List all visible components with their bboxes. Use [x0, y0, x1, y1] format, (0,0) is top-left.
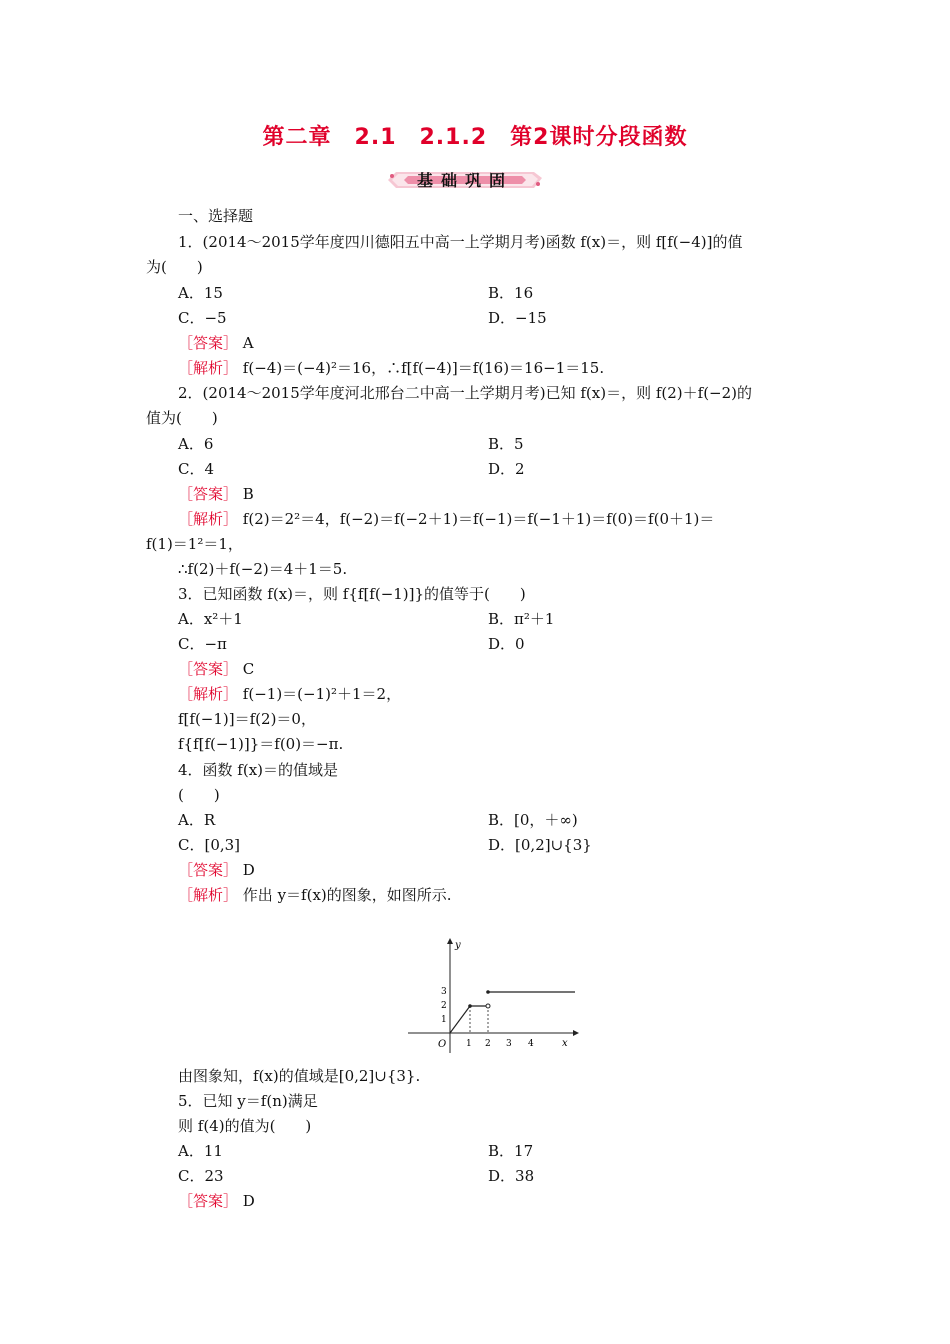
piecewise-graph: [405, 938, 580, 1056]
q2-analysis: [178, 509, 714, 529]
q3-analysis-line3: f{f[f(−1)]}＝f(0)＝−π.: [178, 735, 344, 753]
analysis-text: f(2)＝2²＝4，f(−2)＝f(−2＋1)＝f(−1)＝f(−1＋1)＝f(0)＝f(0＋1)＝: [242, 510, 715, 528]
q3-option-a: A．x²＋1: [178, 610, 243, 628]
q5-answer: [178, 1191, 255, 1211]
banner-text: 基础巩固: [416, 171, 513, 190]
x-axis-arrow: [573, 1030, 579, 1036]
answer-label: ［答案］: [178, 660, 239, 678]
q2-option-b: B．5: [488, 435, 524, 453]
q4-option-a: A．R: [178, 811, 216, 829]
y-tick-2: 2: [441, 1001, 447, 1011]
analysis-label: ［解析］: [178, 886, 239, 904]
x-axis-label: x: [562, 1038, 568, 1049]
analysis-text: f(−1)＝(−1)²＋1＝2，: [242, 685, 402, 703]
q1-answer: [178, 333, 254, 353]
answer-value: D: [242, 1192, 255, 1210]
q5-option-c: C．23: [178, 1167, 224, 1185]
q4-answer: [178, 860, 255, 880]
q3-stem: 3．已知函数 f(x)＝，则 f{f[f(−1)]}的值等于( ): [178, 585, 526, 603]
answer-label: ［答案］: [178, 485, 239, 503]
q3-option-d: D．0: [488, 635, 525, 653]
open-point: [486, 1004, 490, 1008]
answer-value: B: [242, 485, 254, 503]
q2-stem-cont: 值为( ): [146, 409, 218, 427]
x-tick-3: 3: [506, 1039, 512, 1049]
q1-option-c: C．−5: [178, 309, 227, 327]
q1-stem: 1．(2014～2015学年度四川德阳五中高一上学期月考)函数 f(x)＝，则 f[f(−4)]的值: [178, 233, 743, 251]
y-tick-3: 3: [441, 987, 447, 997]
analysis-text: 作出 y＝f(x)的图象，如图所示.: [242, 886, 452, 904]
q3-option-c: C．−π: [178, 635, 227, 653]
q3-answer: [178, 659, 254, 679]
q5-stem: 5．已知 y＝f(n)满足: [178, 1092, 318, 1110]
answer-value: D: [242, 861, 255, 879]
section-label: 一、选择题: [178, 207, 254, 225]
page-title: 第二章 2.1 2.1.2 第2课时分段函数: [262, 125, 688, 150]
q1-option-d: D．−15: [488, 309, 547, 327]
analysis-label: ［解析］: [178, 359, 239, 377]
q3-option-b: B．π²＋1: [488, 610, 555, 628]
q1-option-a: A．15: [178, 284, 223, 302]
q4-option-c: C．[0,3]: [178, 836, 241, 854]
q5-option-d: D．38: [488, 1167, 535, 1185]
q2-answer: [178, 484, 254, 504]
x-tick-1: 1: [466, 1039, 472, 1049]
q4-stem-cont: ( ): [178, 786, 220, 804]
q1-analysis: [178, 358, 604, 378]
q4-option-b: B．[0，＋∞): [488, 811, 578, 829]
q5-option-b: B．17: [488, 1142, 534, 1160]
closed-point: [468, 1004, 472, 1008]
q3-analysis: [178, 684, 401, 704]
y-tick-1: 1: [441, 1015, 447, 1025]
y-axis-label: y: [455, 940, 461, 951]
analysis-text: f(−4)＝(−4)²＝16，∴f[f(−4)]＝f(16)＝16−1＝15.: [242, 359, 605, 377]
answer-label: ［答案］: [178, 861, 239, 879]
q5-option-a: A．11: [178, 1142, 223, 1160]
answer-value: A: [242, 334, 254, 352]
q1-stem-cont: 为( ): [146, 258, 203, 276]
q1-option-b: B．16: [488, 284, 534, 302]
q4-analysis: [178, 885, 452, 905]
y-axis-arrow: [447, 938, 453, 944]
x-tick-2: 2: [485, 1039, 491, 1049]
q2-option-c: C．4: [178, 460, 215, 478]
q4-stem: 4．函数 f(x)＝的值域是: [178, 761, 339, 779]
origin-label: O: [438, 1039, 447, 1050]
x-tick-4: 4: [528, 1039, 534, 1049]
q2-analysis-line3: ∴f(2)＋f(−2)＝4＋1＝5.: [178, 560, 348, 578]
answer-label: ［答案］: [178, 334, 239, 352]
closed-point-3: [486, 990, 490, 994]
q4-option-d: D．[0,2]∪{3}: [488, 836, 592, 854]
q3-analysis-line2: f[f(−1)]＝f(2)＝0，: [178, 710, 316, 728]
segment-line: [450, 1006, 470, 1033]
q2-option-a: A．6: [178, 435, 214, 453]
q2-analysis-line2: f(1)＝1²＝1，: [146, 535, 243, 553]
q2-stem: 2．(2014～2015学年度河北邢台二中高一上学期月考)已知 f(x)＝，则 f(2)＋f(−2)的: [178, 384, 753, 402]
q4-conclusion: 由图象知，f(x)的值域是[0,2]∪{3}.: [178, 1067, 421, 1085]
answer-value: C: [242, 660, 255, 678]
q5-stem-cont: 则 f(4)的值为( ): [178, 1117, 312, 1135]
answer-label: ［答案］: [178, 1192, 239, 1210]
analysis-label: ［解析］: [178, 685, 239, 703]
analysis-label: ［解析］: [178, 510, 239, 528]
q2-option-d: D．2: [488, 460, 525, 478]
